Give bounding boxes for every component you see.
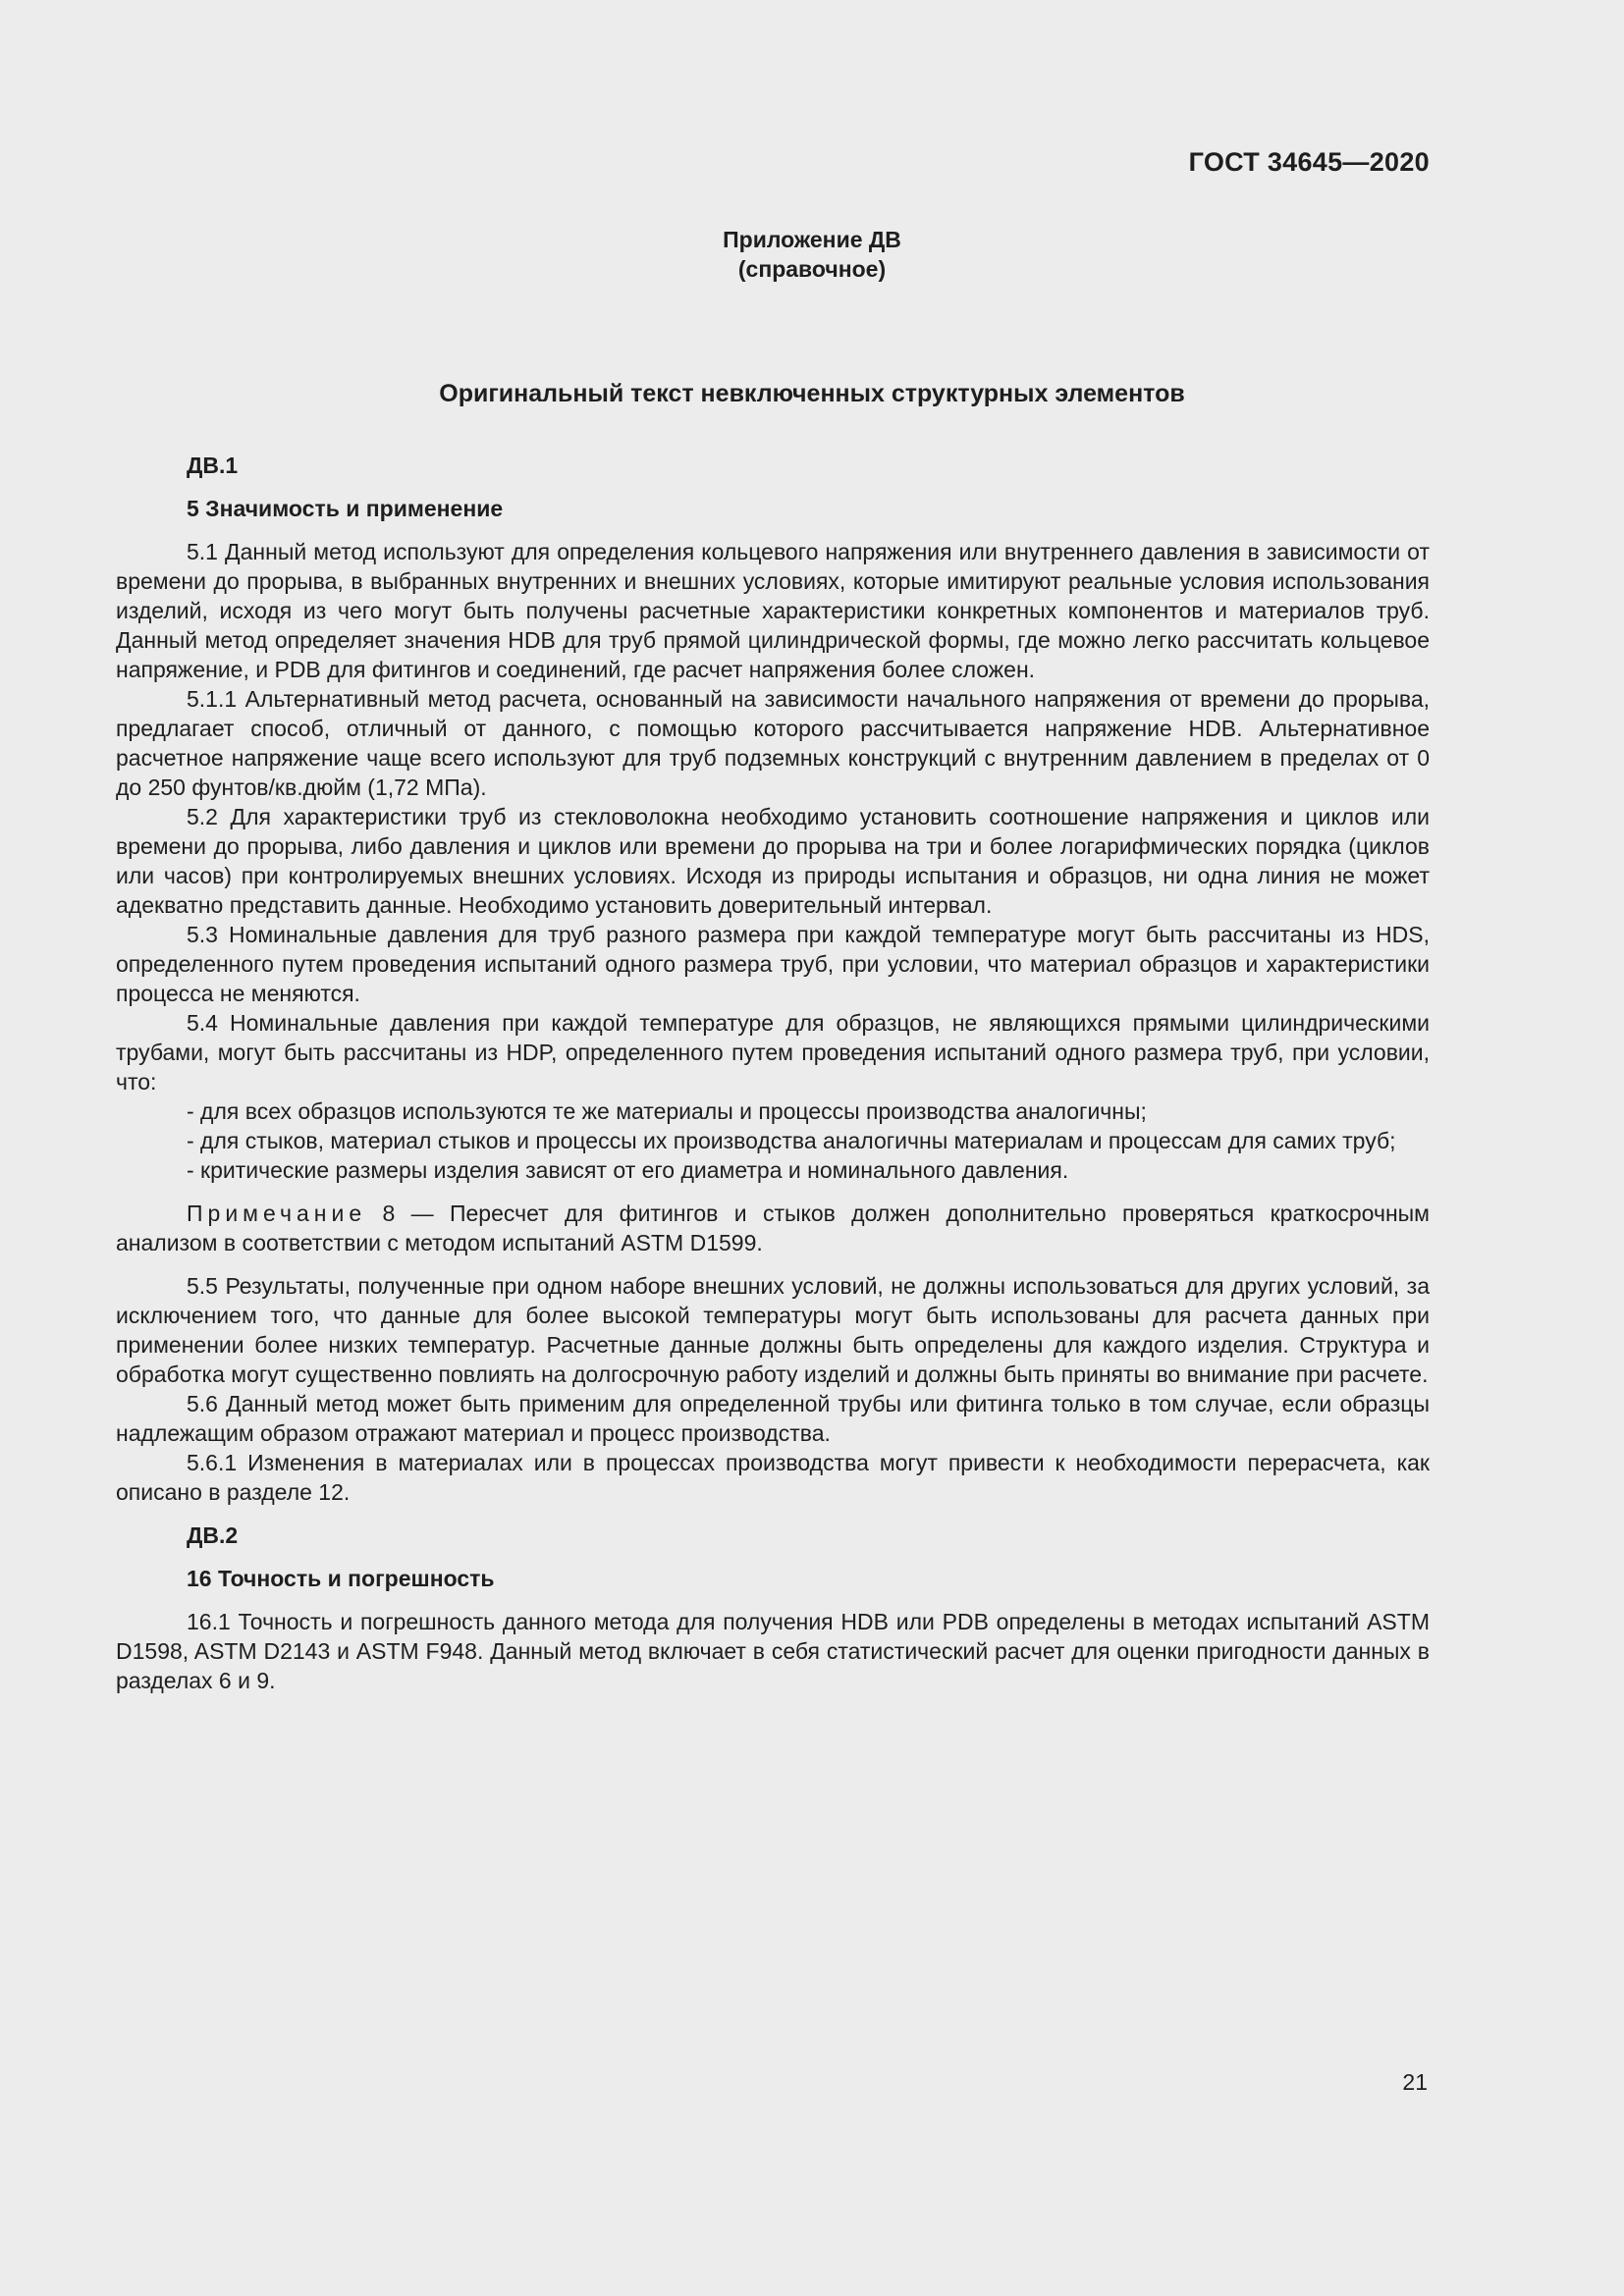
note-label: Примечание: [187, 1201, 367, 1226]
page-number: 21: [1402, 2069, 1428, 2095]
paragraph-5-1-1: 5.1.1 Альтернативный метод расчета, основанный на зависимости начального напряжения от времени до прорыва, предлагает способ, отличный от данного, с помощью которого рассчитывается напряжение HDB. Альтернативное расчетное напряжение чаще всего используют для труб подземных конструкций с внутренним давлением в пределах от 0 до 250 фунтов/кв.дюйм (1,72 МПа).: [116, 686, 1430, 800]
standard-number: ГОСТ 34645—2020: [1188, 147, 1430, 177]
appendix-title: Приложение ДВ: [723, 227, 901, 252]
appendix-heading: [0, 225, 1624, 284]
section-label-dv2: ДВ.2: [187, 1522, 239, 1548]
section-heading-16: 16 Точность и погрешность: [187, 1566, 495, 1591]
list-item: - критические размеры изделия зависят от его диаметра и номинального давления.: [187, 1157, 1069, 1183]
note-text: 8 — Пересчет для фитингов и стыков должен дополнительно проверяться краткосрочным анализом в соответствии с методом испытаний ASTM D1599.: [116, 1201, 1430, 1255]
paragraph-5-1: 5.1 Данный метод используют для определения кольцевого напряжения или внутреннего давления в зависимости от времени до прорыва, в выбранных внутренних и внешних условиях, которые имитируют реальные условия использования изделий, исходя из чего могут быть получены расчетные характеристики конкретных компонентов и материалов труб. Данный метод определяет значения HDB для труб прямой цилиндрической формы, где можно легко рассчитать кольцевое напряжение, и PDB для фитингов и соединений, где расчет напряжения более сложен.: [116, 539, 1430, 682]
appendix-subtitle: (справочное): [737, 256, 887, 282]
paragraph-5-3: 5.3 Номинальные давления для труб разного размера при каждой температуре могут быть рассчитаны из HDS, определенного путем проведения испытаний одного размера труб, при условии, что материал образцов и характеристики процесса не меняются.: [116, 922, 1430, 1006]
paragraph-16-1: 16.1 Точность и погрешность данного метода для получения HDB или PDB определены в методах испытаний ASTM D1598, ASTM D2143 и ASTM F948. Данный метод включает в себя статистический расчет для оценки пригодности данных в разделах 6 и 9.: [116, 1609, 1430, 1693]
list-item: - для стыков, материал стыков и процессы их производства аналогичны материалам и процессам для самих труб;: [187, 1128, 1396, 1153]
note-8: [116, 1199, 1430, 1257]
document-title: Оригинальный текст невключенных структурных элементов: [439, 380, 1185, 407]
document-body: [116, 451, 1430, 1695]
section-heading-5: 5 Значимость и применение: [187, 496, 504, 521]
paragraph-5-6-1: 5.6.1 Изменения в материалах или в процессах производства могут привести к необходимости перерасчета, как описано в разделе 12.: [116, 1450, 1430, 1505]
paragraph-5-5: 5.5 Результаты, полученные при одном наборе внешних условий, не должны использоваться для других условий, за исключением того, что данные для более высокой температуры могут быть использованы для расчета данных при применении более низких температур. Расчетные данные должны быть определены для каждого изделия. Структура и обработка могут существенно повлиять на долгосрочную работу изделий и должны быть приняты во внимание при расчете.: [116, 1273, 1430, 1387]
list-item: - для всех образцов используются те же материалы и процессы производства аналогичны;: [187, 1098, 1147, 1124]
section-label-dv1: ДВ.1: [187, 453, 239, 478]
paragraph-5-4: 5.4 Номинальные давления при каждой температуре для образцов, не являющихся прямыми цилиндрическими трубами, могут быть рассчитаны из HDP, определенного путем проведения испытаний одного размера труб, при условии, что:: [116, 1010, 1430, 1095]
paragraph-5-6: 5.6 Данный метод может быть применим для определенной трубы или фитинга только в том случае, если образцы надлежащим образом отражают материал и процесс производства.: [116, 1391, 1430, 1446]
paragraph-5-2: 5.2 Для характеристики труб из стекловолокна необходимо установить соотношение напряжения и циклов или времени до прорыва, либо давления и циклов или времени до прорыва на три и более логарифмических порядка (циклов или часов) при контролируемых внешних условиях. Исходя из природы испытания и образцов, ни одна линия не может адекватно представить данные. Необходимо установить доверительный интервал.: [116, 804, 1430, 918]
